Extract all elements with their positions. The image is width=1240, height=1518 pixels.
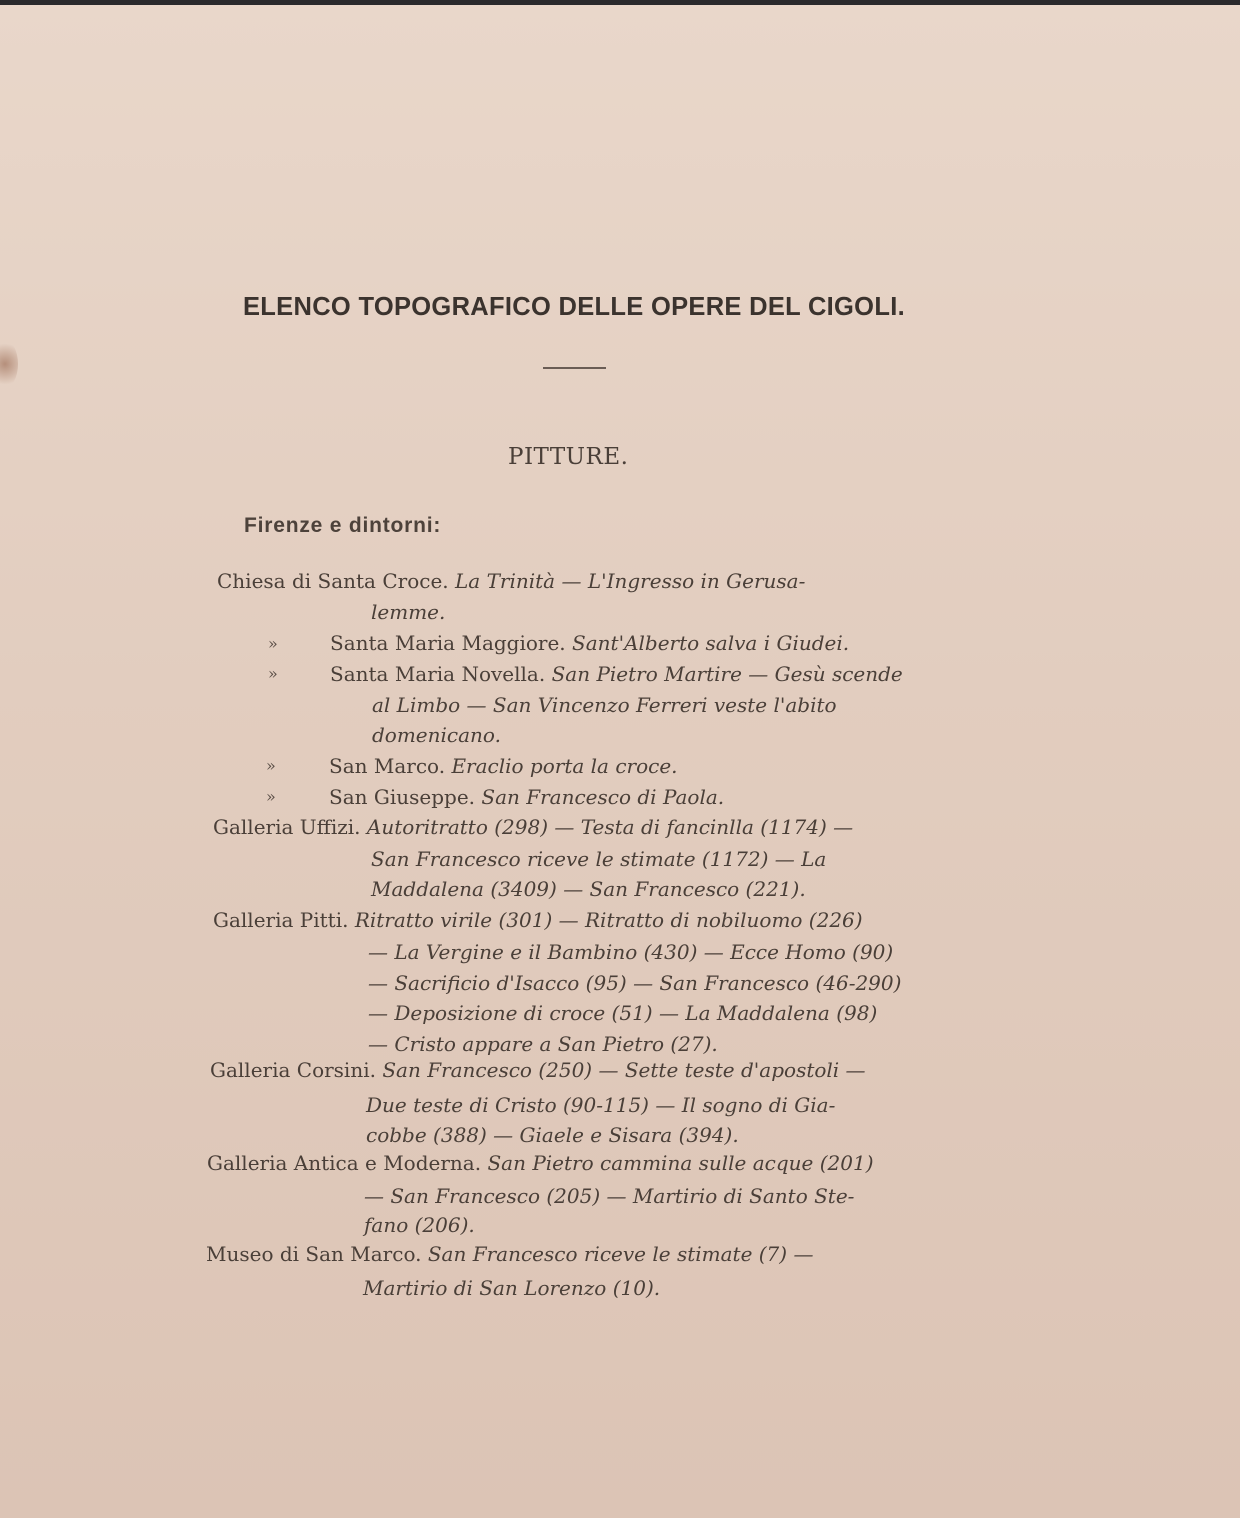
entry-line xyxy=(368,1001,877,1025)
entry-works: Autoritratto (298) — Testa di fancinlla (1174) — xyxy=(366,815,854,839)
entry-works: Maddalena (3409) — San Francesco (221). xyxy=(371,877,806,901)
ditto-mark: » xyxy=(266,787,276,806)
entry-line xyxy=(366,1123,739,1147)
entry-works: — Cristo appare a San Pietro (27). xyxy=(368,1032,718,1056)
entry-line xyxy=(330,662,903,686)
entry-line xyxy=(364,1213,475,1237)
entry-works: lemme. xyxy=(371,600,446,624)
ditto-mark: » xyxy=(268,634,278,653)
entry-works: Eraclio porta la croce. xyxy=(451,754,678,778)
entry-line xyxy=(372,723,501,747)
entry-location: Chiesa di Santa Croce. xyxy=(217,569,455,593)
entry-line xyxy=(213,815,853,839)
entry-line xyxy=(329,754,678,778)
ditto-mark: » xyxy=(266,756,276,775)
entry-works: San Francesco riceve le stimate (1172) — La xyxy=(371,847,827,871)
entry-works: Ritratto virile (301) — Ritratto di nobiluomo (226) xyxy=(354,908,863,932)
entry-works: Martirio di San Lorenzo (10). xyxy=(363,1276,661,1300)
entry-works: domenicano. xyxy=(372,723,501,747)
section-heading: PITTURE. xyxy=(508,444,629,470)
entry-line xyxy=(368,1032,718,1056)
entry-line xyxy=(368,940,893,964)
entry-works: — Sacrificio d'Isacco (95) — San Francesco (46-290) xyxy=(368,971,902,995)
entry-location: Santa Maria Maggiore. xyxy=(330,631,573,655)
entry-works: Sant'Alberto salva i Giudei. xyxy=(572,631,850,655)
entry-works: Due teste di Cristo (90-115) — Il sogno di Gia- xyxy=(366,1093,836,1117)
entry-line xyxy=(371,600,445,624)
entry-line xyxy=(329,785,724,809)
entry-works: cobbe (388) — Giaele e Sisara (394). xyxy=(366,1123,739,1147)
entry-location: Galleria Corsini. xyxy=(210,1058,383,1082)
entry-line xyxy=(207,1151,874,1175)
entry-location: San Marco. xyxy=(329,754,452,778)
entry-works: San Francesco (250) — Sette teste d'apostoli — xyxy=(382,1058,866,1082)
entry-line xyxy=(217,569,805,593)
entry-works: — Deposizione di croce (51) — La Maddalena (98) xyxy=(368,1001,878,1025)
ditto-mark: » xyxy=(268,664,278,683)
entry-line xyxy=(366,1093,835,1117)
entry-line xyxy=(364,1184,854,1208)
entry-works: al Limbo — San Vincenzo Ferreri veste l'abito xyxy=(372,693,837,717)
entry-line xyxy=(213,908,863,932)
entry-location: Galleria Pitti. xyxy=(213,908,355,932)
entry-location: Santa Maria Novella. xyxy=(330,662,552,686)
entry-works: San Pietro cammina sulle acque (201) xyxy=(487,1151,874,1175)
entry-works: San Pietro Martire — Gesù scende xyxy=(551,662,903,686)
entry-works: La Trinità — L'Ingresso in Gerusa- xyxy=(455,569,806,593)
entry-works: San Francesco di Paola. xyxy=(481,785,725,809)
entry-line xyxy=(330,631,849,655)
entry-works: fano (206). xyxy=(364,1213,475,1237)
entry-line xyxy=(206,1242,813,1266)
entry-location: Galleria Uffizi. xyxy=(213,815,367,839)
entry-works: — San Francesco (205) — Martirio di Santo Ste- xyxy=(364,1184,855,1208)
entry-line xyxy=(371,847,826,871)
entry-line xyxy=(371,877,806,901)
entry-location: Galleria Antica e Moderna. xyxy=(207,1151,488,1175)
entry-works: San Francesco riceve le stimate (7) — xyxy=(427,1242,814,1266)
entry-line xyxy=(372,693,837,717)
entry-location: Museo di San Marco. xyxy=(206,1242,428,1266)
page-title: ELENCO TOPOGRAFICO DELLE OPERE DEL CIGOLI. xyxy=(243,293,905,321)
subheading: Firenze e dintorni: xyxy=(244,514,442,537)
entry-location: San Giuseppe. xyxy=(329,785,482,809)
entry-line xyxy=(363,1276,660,1300)
title-divider xyxy=(543,367,606,369)
entry-line xyxy=(368,971,901,995)
entry-works: — La Vergine e il Bambino (430) — Ecce Homo (90) xyxy=(368,940,894,964)
entry-line xyxy=(210,1058,866,1082)
